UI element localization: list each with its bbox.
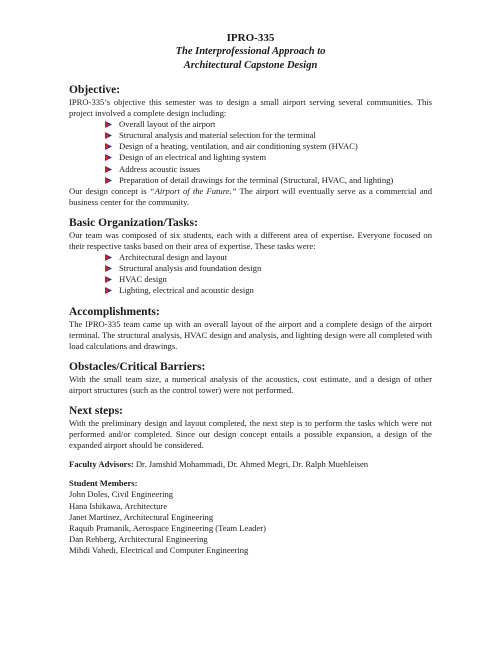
bullet-icon (104, 275, 113, 284)
concept-quote: “Airport of the Future.” (149, 185, 237, 196)
list-item: Hana Ishikawa, Architecture (69, 500, 168, 511)
organization-intro: Our team was composed of six students, each with a different area of expertise. Everyone focused on their respective tasks based on their area of expertise. These tasks were: (69, 229, 432, 252)
faculty-advisors (69, 459, 432, 470)
list-item: Design of an electrical and lighting system (104, 152, 432, 163)
list-item: Structural analysis and foundation design (104, 263, 432, 274)
obstacles-heading: Obstacles/Critical Barriers: (69, 360, 206, 373)
list-item: Architectural design and layout (104, 252, 432, 263)
list-item: John Doles, Civil Engineering (69, 489, 174, 500)
accomplishments-heading: Accomplishments: (69, 305, 160, 318)
objective-intro: IPRO-335’s objective this semester was to design a small airport serving several communities. This project involved a complete design including: (69, 97, 432, 119)
bullet-icon (104, 264, 113, 273)
bullet-icon (104, 253, 113, 262)
faculty-names: Dr. Jamshid Mohammadi, Dr. Ahmed Megri, Dr. Ralph Muehleisen (133, 459, 369, 470)
bullet-icon (104, 131, 113, 140)
list-item: Lighting, electrical and acoustic design (104, 285, 432, 296)
list-item: HVAC design (104, 274, 432, 285)
bullet-icon (104, 120, 113, 129)
faculty-label: Faculty Advisors: (69, 459, 134, 470)
list-item: Preparation of detail drawings for the terminal (Structural, HVAC, and lighting) (104, 175, 432, 186)
objective-list (69, 119, 432, 186)
list-item: Mihdi Vahedi, Electrical and Computer Engineering (69, 544, 249, 555)
bullet-icon (104, 142, 113, 151)
organization-heading: Basic Organization/Tasks: (69, 216, 198, 229)
document-page (69, 31, 432, 556)
list-item: Structural analysis and material selection for the terminal (104, 130, 432, 141)
list-item: Address acoustic issues (104, 164, 432, 175)
bullet-icon (104, 165, 113, 174)
bullet-icon (104, 176, 113, 185)
bullet-icon (104, 286, 113, 295)
title-line-1: The Interprofessional Approach to (175, 46, 326, 57)
objective-heading: Objective: (69, 84, 121, 96)
list-item: Dan Rehberg, Architectural Engineering (69, 533, 208, 544)
list-item: Overall layout of the airport (104, 119, 432, 130)
students-label: Student Members: (69, 478, 138, 489)
list-item: Design of a heating, ventilation, and air conditioning system (HVAC) (104, 141, 432, 152)
course-code: IPRO-335 (226, 32, 275, 44)
list-item: Raquib Pramanik, Aerospace Engineering (Team Leader) (69, 522, 266, 533)
organization-list (69, 252, 432, 296)
list-item: Janet Martinez, Architectural Engineering (69, 511, 214, 522)
objective-concept: Our design concept is “Airport of the Future.” The airport will eventually serve as a commercial and business center for the community. (69, 185, 433, 207)
bullet-icon (104, 153, 113, 162)
next-steps-heading: Next steps: (69, 404, 123, 417)
title-line-2: Architectural Capstone Design (183, 60, 318, 71)
obstacles-text: With the small team size, a numerical analysis of the acoustics, cost estimate, and a design of other airport structures (such as the control tower) were not performed. (69, 373, 432, 395)
next-steps-text: With the preliminary design and layout completed, the next step is to perform the tasks which were not performed and/or completed. Since our design concept entails a possible expansion, a design of the expanded airport should be considered. (69, 417, 432, 451)
accomplishments-text: The IPRO-335 team came up with an overall layout of the airport and a complete design of the airport terminal. The structural analysis, HVAC design and analysis, and lighting design were all completed with load calculations and drawings. (69, 318, 432, 351)
